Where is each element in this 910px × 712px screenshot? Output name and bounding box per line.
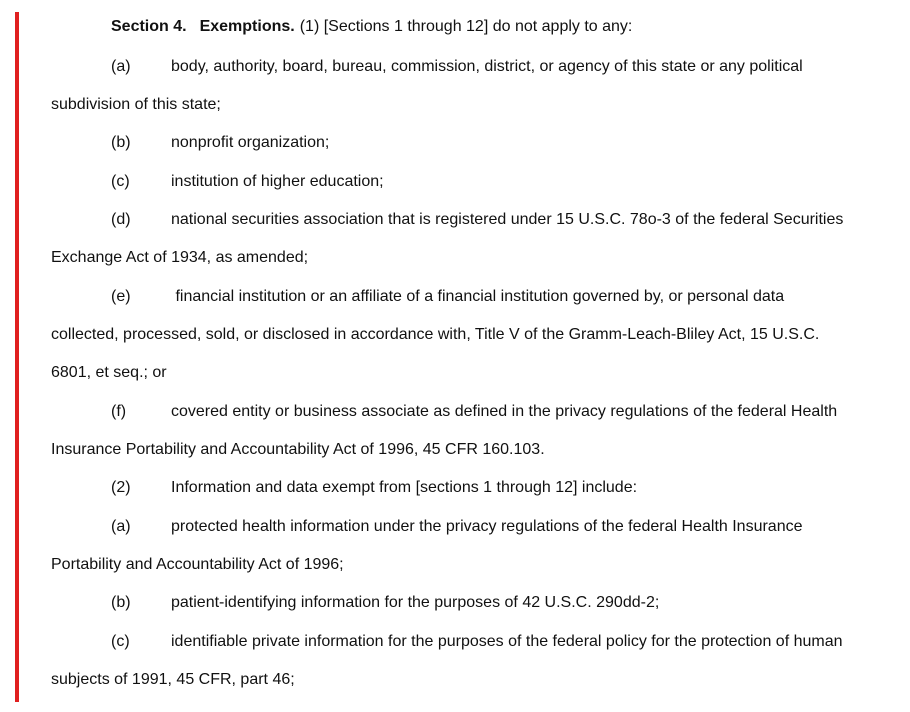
- revision-margin-bar: [15, 12, 19, 702]
- item-continuation: collected, processed, sold, or disclosed in accordance with, Title V of the Gramm-Leach-Bliley Act, 15 U.S.C.: [51, 326, 820, 343]
- list-item: [111, 287, 890, 307]
- list-item: [111, 133, 890, 153]
- item-text: identifiable private information for the purposes of the federal policy for the protection of human: [171, 633, 843, 650]
- item-label: (a): [111, 518, 131, 535]
- subsection-label: (2): [111, 479, 131, 496]
- item-label: (b): [111, 134, 131, 151]
- item-label: (b): [111, 594, 131, 611]
- item-continuation: Portability and Accountability Act of 1996;: [51, 556, 344, 573]
- item-continuation: 6801, et seq.; or: [51, 364, 167, 381]
- item-label: (c): [111, 633, 130, 650]
- item-label: (e): [111, 288, 131, 305]
- item-label: (f): [111, 403, 127, 420]
- item-text: national securities association that is registered under 15 U.S.C. 78o-3 of the federal Securities: [171, 211, 844, 228]
- item-continuation: subdivision of this state;: [51, 96, 221, 113]
- section-number: Section 4.: [111, 18, 187, 35]
- item-text: patient-identifying information for the purposes of 42 U.S.C. 290dd-2;: [171, 594, 660, 611]
- item-text: covered entity or business associate as defined in the privacy regulations of the federal Health: [171, 403, 838, 420]
- item-text: nonprofit organization;: [171, 134, 330, 151]
- section-heading: [111, 17, 890, 37]
- list-item: [111, 210, 890, 230]
- subsection-text: Information and data exempt from [sections 1 through 12] include:: [171, 479, 638, 496]
- section-title: Exemptions.: [199, 18, 295, 35]
- item-text: financial institution or an affiliate of a financial institution governed by, or personal data: [171, 288, 785, 305]
- item-label: (c): [111, 173, 130, 190]
- item-label: (d): [111, 211, 131, 228]
- list-item: [111, 57, 890, 77]
- item-text: institution of higher education;: [171, 173, 384, 190]
- section-intro: (1) [Sections 1 through 12] do not apply to any:: [299, 18, 633, 35]
- item-continuation: Insurance Portability and Accountability Act of 1996, 45 CFR 160.103.: [51, 441, 545, 458]
- item-continuation: subjects of 1991, 45 CFR, part 46;: [51, 671, 295, 688]
- list-item: [111, 632, 890, 652]
- list-item: [111, 402, 890, 422]
- item-text: body, authority, board, bureau, commission, district, or agency of this state or any political: [171, 58, 803, 75]
- item-label: (a): [111, 58, 131, 75]
- list-item: [111, 172, 890, 192]
- list-item: [111, 593, 890, 613]
- list-item: [111, 517, 890, 537]
- item-text: protected health information under the privacy regulations of the federal Health Insurance: [171, 518, 803, 535]
- item-continuation: Exchange Act of 1934, as amended;: [51, 249, 309, 266]
- subsection-heading: [111, 478, 890, 498]
